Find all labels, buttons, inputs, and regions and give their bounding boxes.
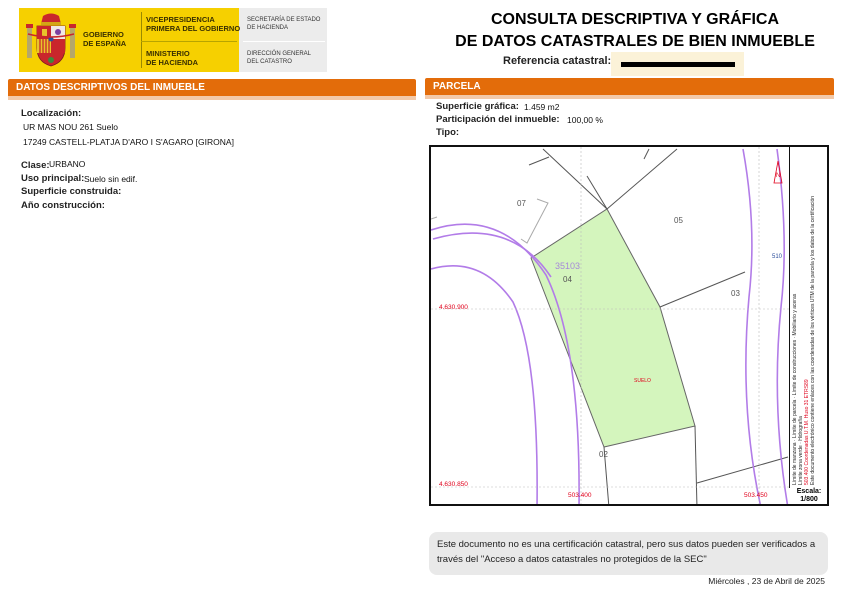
localizacion-line2: 17249 CASTELL-PLATJA D'ARO I S'AGARO [GIRONA] — [23, 137, 234, 147]
scale-box — [789, 488, 829, 506]
referencia-redacted-bar — [621, 62, 735, 67]
scale-value: 1/800 — [800, 496, 818, 503]
parcel-label-07: 07 — [517, 199, 526, 208]
header-divider — [141, 12, 142, 68]
target-parcel — [531, 209, 695, 447]
gobierno-de-espana-text: GOBIERNO DE ESPAÑA — [83, 30, 127, 48]
superficie-grafica-value: 1.459 m2 — [524, 102, 560, 112]
header-divider-h2 — [243, 41, 325, 42]
participacion-label: Participación del inmueble: — [436, 114, 560, 125]
referencia-catastral-label: Referencia catastral: — [503, 55, 612, 67]
header-divider-h — [141, 41, 237, 42]
localizacion-label: Localización: — [21, 108, 82, 119]
section-shadow-left — [8, 96, 416, 100]
localizacion-line1: UR MAS NOU 261 Suelo — [23, 122, 118, 132]
tipo-label: Tipo: — [436, 127, 460, 138]
parcela-header: PARCELA — [425, 78, 834, 95]
parcel-label-03: 03 — [731, 289, 740, 298]
suelo-label: SUELO — [634, 378, 651, 384]
legend-items-1: Límite de manzana · Límite de parcela · Límite de construcciones · Mobiliario y aceras — [792, 293, 798, 485]
coord-x-right: 503.450 — [744, 492, 768, 499]
datos-descriptivos-header: DATOS DESCRIPTIVOS DEL INMUEBLE — [8, 79, 416, 96]
parcel-label-02: 02 — [599, 450, 608, 459]
uso-principal-value: Suelo sin edif. — [84, 174, 138, 184]
anio-construccion-label: Año construcción: — [21, 200, 105, 211]
legend-note: Este documento electrónico contiene enlaces con las coordenadas de los vértices UTM de la parcela y los datos de la certificación — [810, 195, 816, 485]
cadastral-map[interactable] — [429, 145, 829, 506]
coat-of-arms-logo — [25, 12, 77, 70]
superficie-construida-label: Superficie construida: — [21, 186, 122, 197]
legend-crs: 503.400 Coordenadas U.T.M. Huso 31 ETRS89 — [804, 379, 810, 485]
parcel-label-05: 05 — [674, 216, 683, 225]
uso-principal-label: Uso principal: — [21, 173, 85, 184]
secretaria-text: SECRETARÍA DE ESTADO DE HACIENDA — [247, 17, 321, 31]
street-number-label: 510 — [772, 254, 783, 260]
block-label: 35103 — [555, 261, 581, 271]
clase-value: URBANO — [49, 159, 86, 169]
clase-label: Clase: — [21, 160, 50, 171]
ministerio-text: MINISTERIO DE HACIENDA — [146, 49, 199, 67]
svg-text:N: N — [776, 173, 781, 179]
legend-items-2: Límite zona verde · Hidrografía — [798, 416, 804, 485]
section-shadow-right — [425, 95, 834, 99]
scale-label: Escala: — [796, 488, 822, 495]
vicepresidencia-text: VICEPRESIDENCIA PRIMERA DEL GOBIERNO — [146, 15, 241, 33]
direccion-text: DIRECCIÓN GENERAL DEL CATASTRO — [247, 51, 312, 65]
document-title: CONSULTA DESCRIPTIVA Y GRÁFICA DE DATOS CATASTRALES DE BIEN INMUEBLE — [455, 11, 815, 50]
coord-x-left: 503.400 — [568, 492, 592, 499]
coord-y-top: 4.630.900 — [439, 304, 468, 311]
document-date: Miércoles , 23 de Abril de 2025 — [708, 576, 825, 586]
map-drawing — [431, 147, 829, 506]
disclaimer-note: Este documento no es una certificación catastral, pero sus datos pueden ser verificados a través del "Acceso a datos catastrales no protegidos de la SEC" — [429, 532, 828, 575]
participacion-value: 100,00 % — [567, 115, 603, 125]
superficie-grafica-label: Superficie gráfica: — [436, 101, 519, 112]
map-legend — [789, 145, 830, 488]
coord-y-bottom: 4.630.850 — [439, 481, 468, 488]
parcel-label-04: 04 — [563, 275, 572, 284]
furniture-lines — [431, 199, 548, 243]
